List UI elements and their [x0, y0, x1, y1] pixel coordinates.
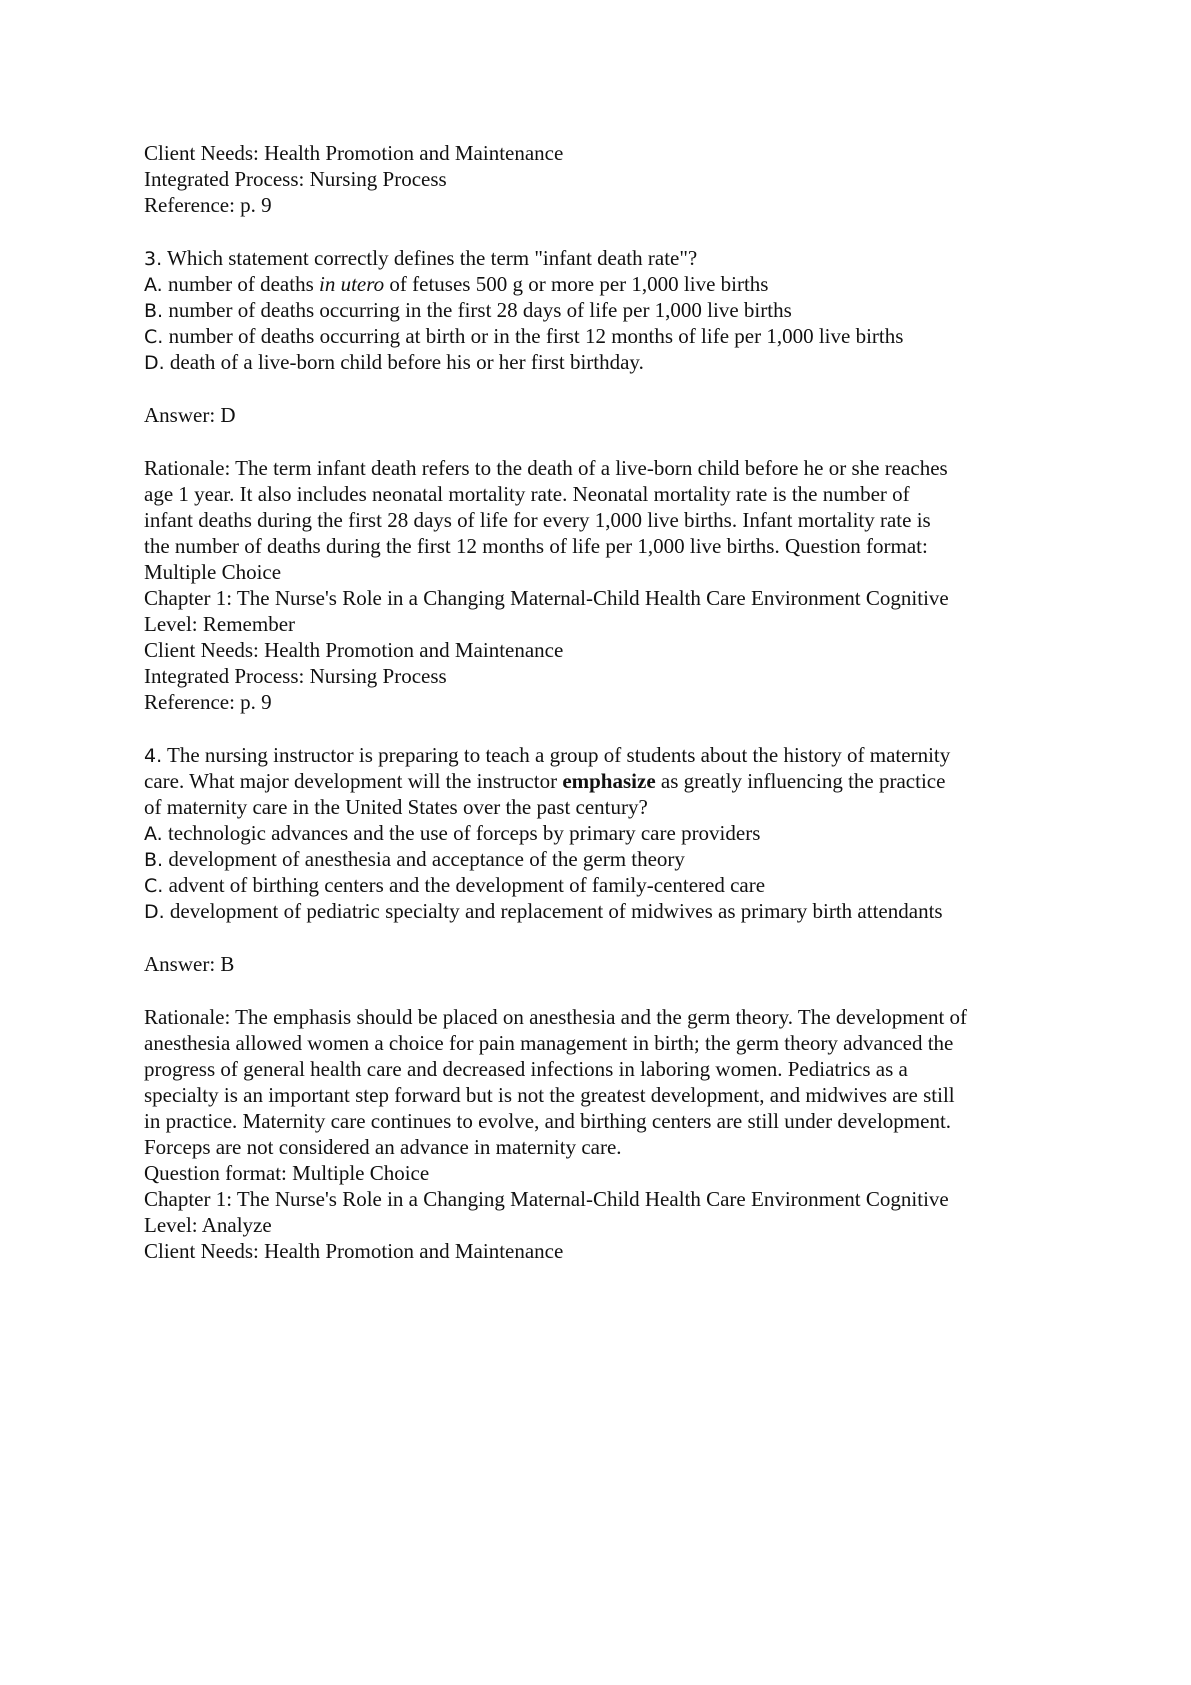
rationale-line: progress of general health care and decreased infections in laboring women. Pediatrics as a	[144, 1057, 908, 1081]
client-needs-line: Client Needs: Health Promotion and Maintenance	[144, 141, 564, 165]
option-a	[144, 271, 1084, 297]
option-italic-text: in utero	[319, 272, 385, 296]
rationale-line: specialty is an important step forward but is not the greatest development, and midwives are still	[144, 1083, 955, 1107]
reference-line: Reference: p. 9	[144, 193, 272, 217]
cognitive-level-line: Level: Remember	[144, 612, 296, 636]
rationale-line: the number of deaths during the first 12 months of life per 1,000 live births. Question format:	[144, 534, 928, 558]
question-format-line: Question format: Multiple Choice	[144, 1161, 430, 1185]
answer-line: Answer: B	[144, 952, 235, 976]
option-letter: B.	[144, 300, 164, 322]
option-letter: C.	[144, 875, 164, 897]
option-letter: A.	[144, 274, 163, 296]
rationale-line: anesthesia allowed women a choice for pain management in birth; the germ theory advanced the	[144, 1031, 954, 1055]
option-text: advent of birthing centers and the development of family-centered care	[168, 873, 766, 897]
question-stem-text: Which statement correctly defines the term "infant death rate"?	[167, 246, 698, 270]
option-d	[144, 349, 1084, 375]
option-b	[144, 846, 1084, 872]
option-text: technologic advances and the use of forceps by primary care providers	[167, 821, 761, 845]
option-a	[144, 820, 1084, 846]
client-needs-line: Client Needs: Health Promotion and Maintenance	[144, 638, 564, 662]
chapter-line: Chapter 1: The Nurse's Role in a Changing Maternal-Child Health Care Environment Cognitive	[144, 1187, 949, 1211]
chapter-line: Chapter 1: The Nurse's Role in a Changing Maternal-Child Health Care Environment Cognitive	[144, 586, 949, 610]
option-text: death of a live-born child before his or her first birthday.	[169, 350, 644, 374]
answer-line: Answer: D	[144, 403, 236, 427]
question-number: 3.	[144, 248, 163, 270]
option-letter: A.	[144, 823, 163, 845]
question-stem-text: care. What major development will the instructor	[144, 769, 563, 793]
option-b	[144, 297, 1084, 323]
option-text: of fetuses 500 g or more per 1,000 live births	[384, 272, 769, 296]
option-letter: B.	[144, 849, 164, 871]
option-c	[144, 323, 1084, 349]
option-text: development of pediatric specialty and replacement of midwives as primary birth attendants	[169, 899, 943, 923]
question-number: 4.	[144, 745, 163, 767]
question-4-stem-line-3: of maternity care in the United States over the past century?	[144, 795, 648, 819]
question-format-line: Multiple Choice	[144, 560, 282, 584]
document-page	[144, 140, 1084, 1264]
option-letter: D.	[144, 901, 165, 923]
option-letter: D.	[144, 352, 165, 374]
option-d	[144, 898, 1084, 924]
reference-line: Reference: p. 9	[144, 690, 272, 714]
option-text: number of deaths	[167, 272, 319, 296]
cognitive-level-line: Level: Analyze	[144, 1213, 272, 1237]
option-text: development of anesthesia and acceptance of the germ theory	[168, 847, 685, 871]
client-needs-line: Client Needs: Health Promotion and Maintenance	[144, 1239, 564, 1263]
question-4-stem-line-2	[144, 768, 1084, 794]
integrated-process-line: Integrated Process: Nursing Process	[144, 167, 447, 191]
question-stem-text: The nursing instructor is preparing to teach a group of students about the history of maternity	[167, 743, 951, 767]
rationale-line: in practice. Maternity care continues to evolve, and birthing centers are still under development.	[144, 1109, 952, 1133]
rationale-line: age 1 year. It also includes neonatal mortality rate. Neonatal mortality rate is the number of	[144, 482, 910, 506]
question-3-stem	[144, 245, 1084, 271]
option-text: number of deaths occurring at birth or in the first 12 months of life per 1,000 live births	[168, 324, 904, 348]
question-4-stem-line-1	[144, 742, 1084, 768]
rationale-line: Rationale: The emphasis should be placed on anesthesia and the germ theory. The development of	[144, 1005, 968, 1029]
rationale-line: Rationale: The term infant death refers to the death of a live-born child before he or she reaches	[144, 456, 948, 480]
integrated-process-line: Integrated Process: Nursing Process	[144, 664, 447, 688]
rationale-line: infant deaths during the first 28 days of life for every 1,000 live births. Infant mortality rate is	[144, 508, 931, 532]
rationale-line: Forceps are not considered an advance in maternity care.	[144, 1135, 622, 1159]
emphasized-word: emphasize	[562, 769, 656, 793]
option-text: number of deaths occurring in the first 28 days of life per 1,000 live births	[168, 298, 792, 322]
option-c	[144, 872, 1084, 898]
question-stem-text: as greatly influencing the practice	[655, 769, 946, 793]
option-letter: C.	[144, 326, 164, 348]
